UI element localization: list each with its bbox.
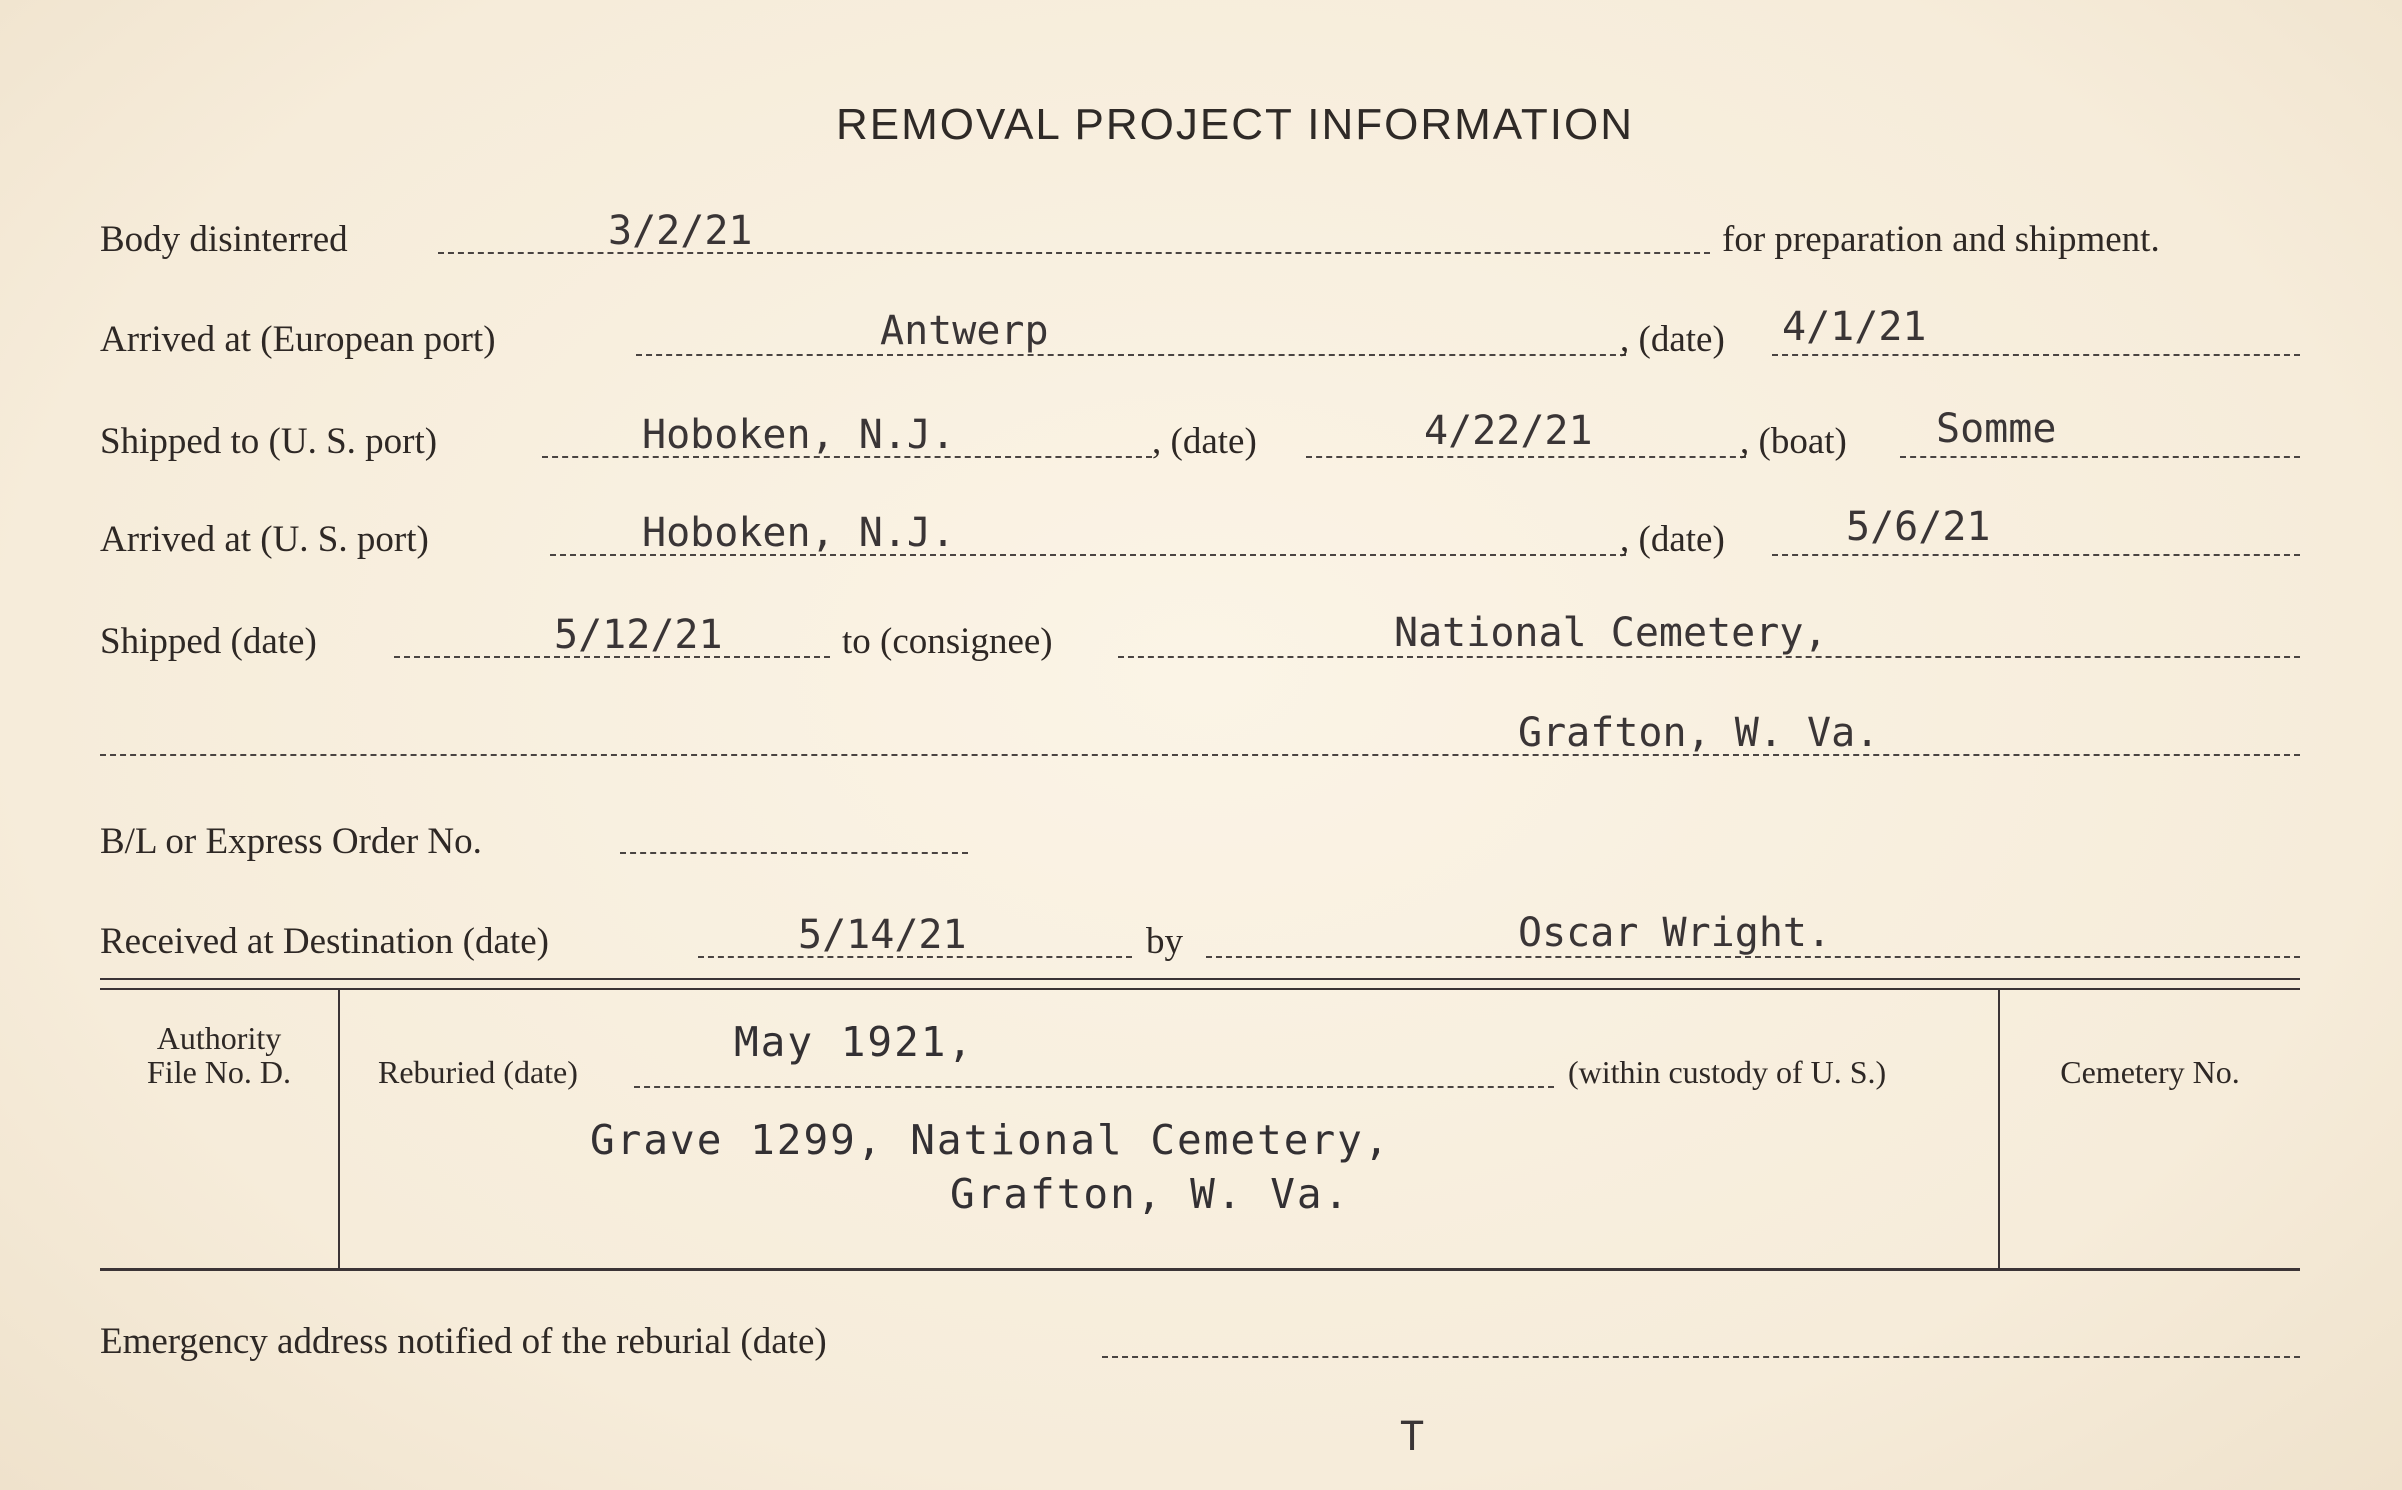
box-divider-right — [1998, 990, 2000, 1268]
disinterred-label: Body disinterred — [100, 219, 348, 260]
received-by-label: by — [1146, 921, 1183, 962]
shipped-us-boat-label: , (boat) — [1740, 421, 1847, 462]
shipped-us-date-label: , (date) — [1152, 421, 1257, 462]
consignee-continuation-line — [100, 754, 2300, 756]
shipped-us-port: Hoboken, N.J. — [642, 412, 956, 458]
shipped-us-boat-line — [1900, 456, 2300, 458]
shipped-us-label: Shipped to (U. S. port) — [100, 421, 438, 462]
grave-line1: Grave 1299, National Cemetery, — [590, 1116, 1391, 1164]
arrived-us-date: 5/6/21 — [1846, 504, 1991, 550]
arrived-european-date: 4/1/21 — [1782, 304, 1927, 350]
received-by: Oscar Wright. — [1518, 910, 1832, 956]
arrived-us-port: Hoboken, N.J. — [642, 510, 956, 556]
box-bottom-rule — [100, 1268, 2300, 1271]
reburied-label: Reburied (date) — [378, 1054, 578, 1090]
footer-mark: T — [1400, 1414, 1425, 1460]
box-divider-left — [338, 990, 340, 1268]
form-title: REMOVAL PROJECT INFORMATION — [836, 100, 1634, 149]
box-top-rule-1 — [100, 978, 2300, 980]
grave-line2: Grafton, W. Va. — [950, 1170, 1351, 1218]
bl-label: B/L or Express Order No. — [100, 821, 482, 862]
arrived-us-date-label: , (date) — [1620, 519, 1725, 560]
received-label: Received at Destination (date) — [100, 921, 549, 962]
arrived-us-date-line — [1772, 554, 2300, 556]
disinterred-suffix: for preparation and shipment. — [1722, 219, 2160, 260]
arrived-us-label: Arrived at (U. S. port) — [100, 519, 429, 560]
consignee-line2: Grafton, W. Va. — [1518, 710, 1880, 756]
shipped-us-boat: Somme — [1936, 406, 2057, 452]
received-by-line — [1206, 956, 2300, 958]
authority-line2: File No. D. — [147, 1054, 291, 1090]
custody-label: (within custody of U. S.) — [1568, 1054, 1887, 1090]
reburied-date: May 1921, — [734, 1018, 975, 1066]
reburied-line — [634, 1086, 1554, 1088]
shipped-us-date: 4/22/21 — [1424, 408, 1593, 454]
shipped-date-label: Shipped (date) — [100, 621, 317, 662]
arrived-european-label: Arrived at (European port) — [100, 319, 496, 360]
shipped-us-date-line — [1306, 456, 1746, 458]
consignee-label: to (consignee) — [842, 621, 1053, 662]
box-top-rule-2 — [100, 988, 2300, 990]
disinterred-date: 3/2/21 — [608, 208, 753, 254]
bl-line — [620, 852, 968, 854]
authority-line1: Authority — [156, 1020, 282, 1056]
arrived-european-date-label: , (date) — [1620, 319, 1725, 360]
received-date: 5/14/21 — [798, 912, 967, 958]
arrived-european-port: Antwerp — [880, 308, 1049, 354]
arrived-european-date-line — [1772, 354, 2300, 356]
consignee-line1: National Cemetery, — [1394, 610, 1828, 656]
consignee-line — [1118, 656, 2300, 658]
emergency-label: Emergency address notified of the reburial (date) — [100, 1321, 827, 1362]
emergency-line — [1102, 1356, 2300, 1358]
shipped-date: 5/12/21 — [554, 612, 723, 658]
cemetery-no-label: Cemetery No. — [2060, 1054, 2240, 1090]
arrived-european-line — [636, 354, 1626, 356]
